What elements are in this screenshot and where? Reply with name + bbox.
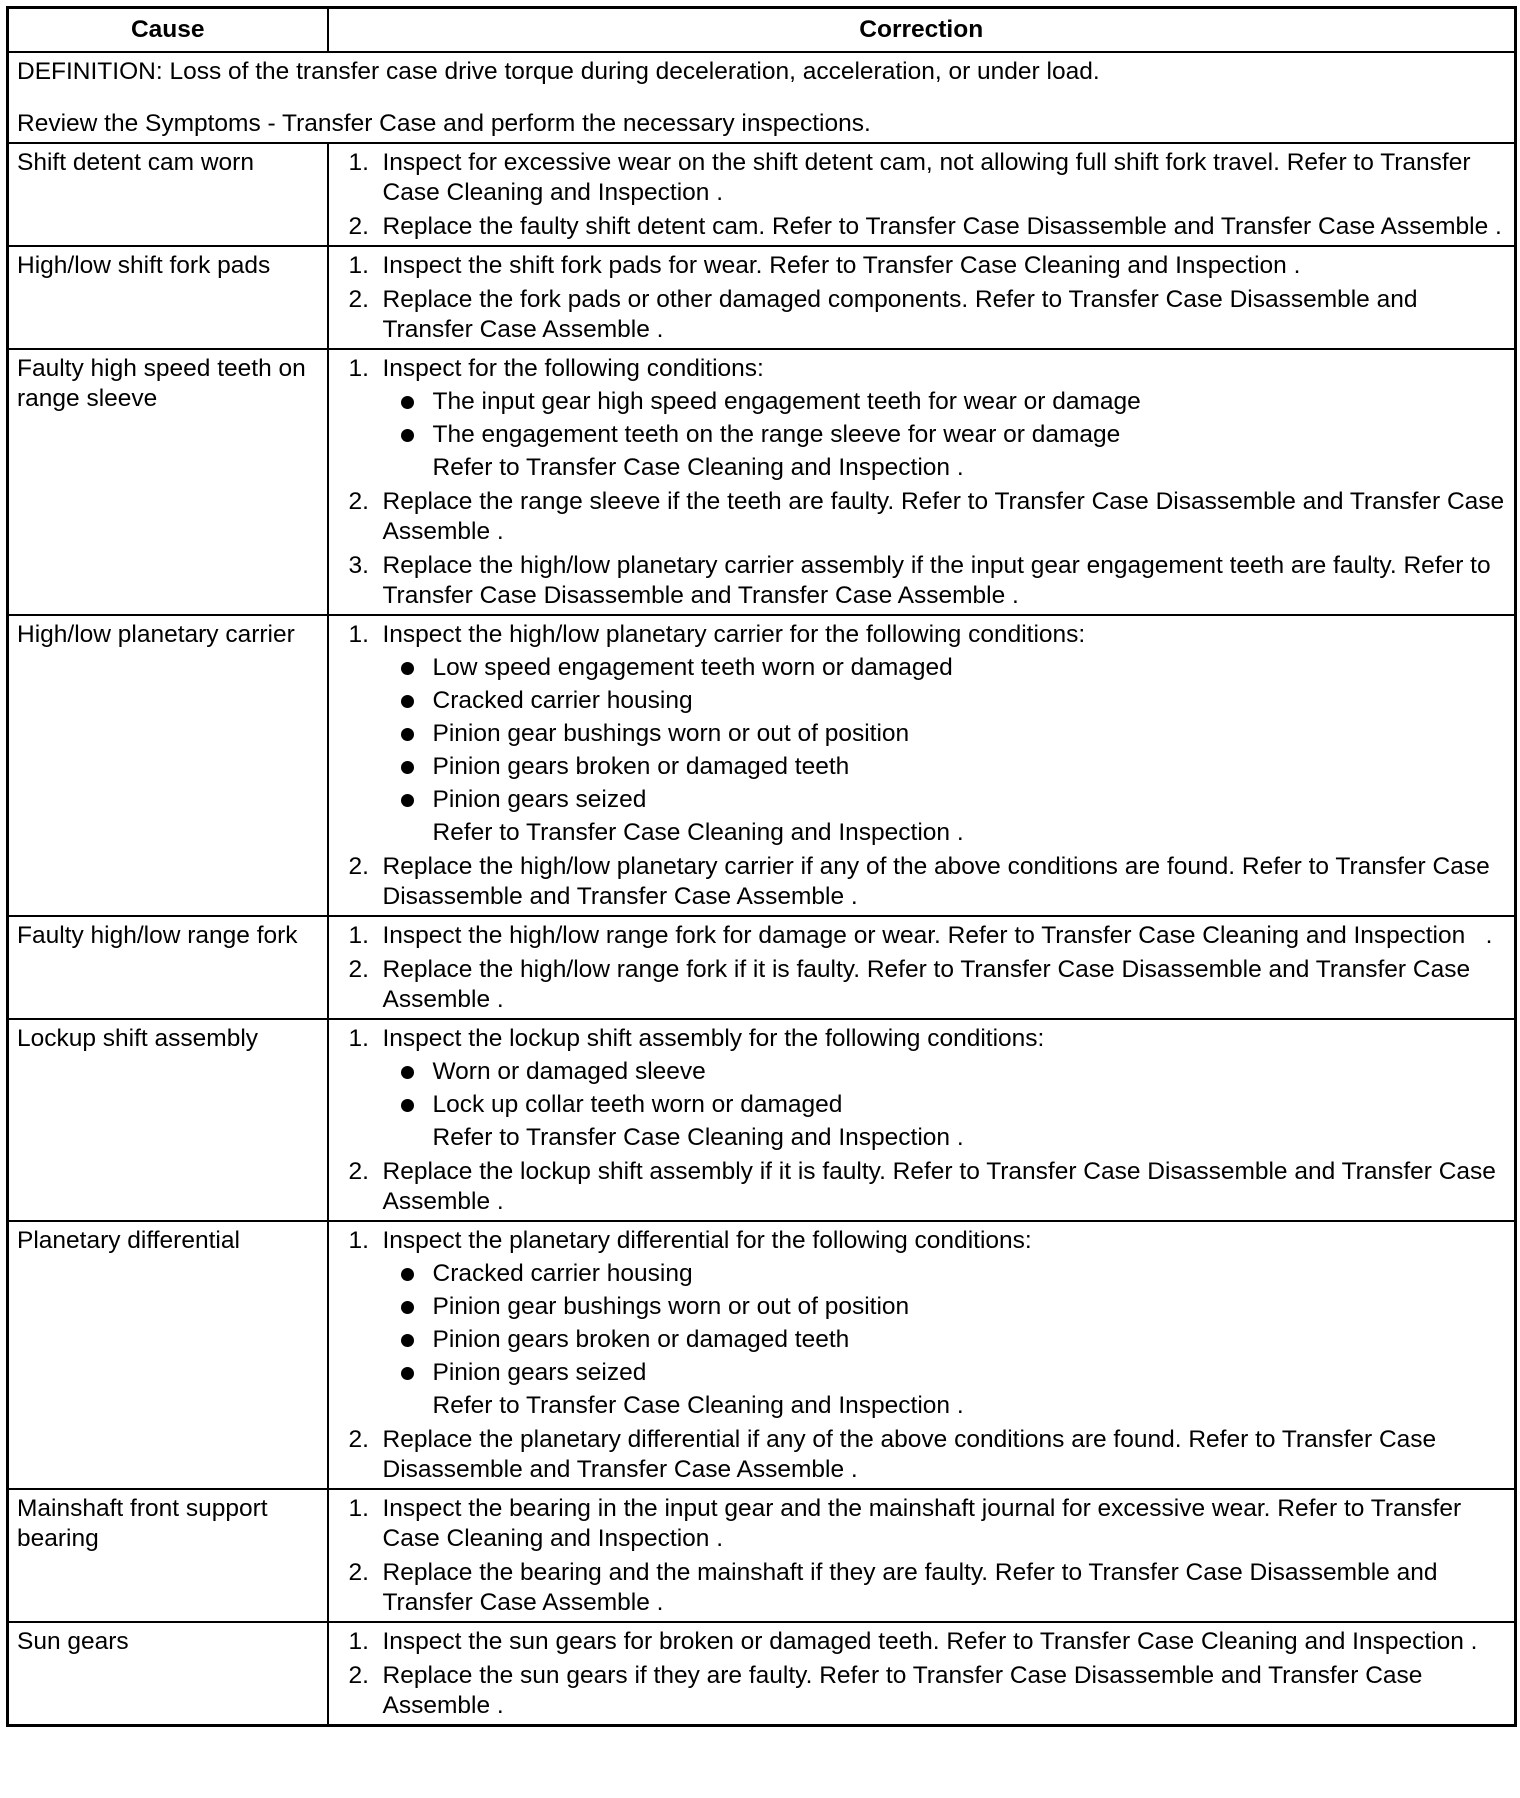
correction-step — [337, 148, 1507, 208]
condition-item — [383, 719, 1507, 749]
condition-item — [383, 785, 1507, 815]
condition-item — [383, 1292, 1507, 1322]
step-number: 1. — [348, 355, 369, 382]
cause-cell: High/low planetary carrier — [8, 615, 328, 916]
table-row — [8, 1019, 1516, 1221]
definition-text: DEFINITION: Loss of the transfer case drive torque during deceleration, acceleration, or under load. — [17, 58, 1100, 85]
correction-cell — [328, 1622, 1516, 1726]
step-text: Replace the sun gears if they are faulty. Refer to Transfer Case Disassemble and Transfer Case Assemble . — [382, 1662, 1423, 1719]
bullet-icon — [401, 695, 414, 708]
step-number: 2. — [348, 1559, 369, 1586]
condition-list — [383, 653, 1507, 815]
step-number: 2. — [348, 488, 369, 515]
condition-item — [383, 1057, 1507, 1087]
condition-text: Worn or damaged sleeve — [432, 1058, 706, 1085]
correction-cell — [328, 916, 1516, 1019]
step-text: Inspect the sun gears for broken or damaged teeth. Refer to Transfer Case Cleaning and Inspection . — [382, 1628, 1478, 1655]
refer-text: Refer to Transfer Case Cleaning and Inspection . — [432, 819, 964, 846]
refer-text: Refer to Transfer Case Cleaning and Inspection . — [432, 454, 964, 481]
condition-text: Pinion gears seized — [432, 1359, 647, 1386]
bullet-icon — [401, 396, 414, 409]
correction-steps — [337, 1226, 1507, 1485]
step-number: 1. — [348, 621, 369, 648]
condition-item — [383, 1259, 1507, 1289]
correction-step — [337, 212, 1507, 242]
correction-steps — [337, 1494, 1507, 1618]
step-text: Replace the fork pads or other damaged components. Refer to Transfer Case Disassemble and Transfer Case Assemble . — [382, 286, 1418, 343]
cause-cell: Faulty high/low range fork — [8, 916, 328, 1019]
cause-cell: Faulty high speed teeth on range sleeve — [8, 349, 328, 615]
step-number: 3. — [348, 552, 369, 579]
refer-text: Refer to Transfer Case Cleaning and Inspection . — [432, 1124, 964, 1151]
condition-list — [383, 387, 1507, 450]
diagnostic-page — [6, 6, 1514, 1727]
correction-cell — [328, 1221, 1516, 1489]
step-number: 2. — [348, 1158, 369, 1185]
diagnostic-table — [6, 6, 1517, 1727]
step-number: 2. — [348, 213, 369, 240]
table-row — [8, 246, 1516, 349]
correction-cell — [328, 349, 1516, 615]
condition-item — [383, 653, 1507, 683]
table-row — [8, 349, 1516, 615]
step-text: Replace the high/low planetary carrier assembly if the input gear engagement teeth are faulty. Refer to Transfer Case Disassemble and Transfer Case Assemble . — [382, 552, 1491, 609]
condition-text: The input gear high speed engagement teeth for wear or damage — [432, 388, 1141, 415]
definition-cell — [8, 52, 1516, 143]
condition-text: Low speed engagement teeth worn or damaged — [432, 654, 953, 681]
correction-step — [337, 1558, 1507, 1618]
correction-step — [337, 1627, 1507, 1657]
correction-step — [337, 354, 1507, 483]
condition-list — [383, 1057, 1507, 1120]
bullet-icon — [401, 662, 414, 675]
bullet-icon — [401, 1099, 414, 1112]
step-text: Replace the bearing and the mainshaft if they are faulty. Refer to Transfer Case Disassemble and Transfer Case Assemble . — [382, 1559, 1438, 1616]
cause-cell: High/low shift fork pads — [8, 246, 328, 349]
bullet-icon — [401, 1367, 414, 1380]
correction-steps — [337, 148, 1507, 242]
correction-cell — [328, 1019, 1516, 1221]
correction-cell — [328, 246, 1516, 349]
correction-steps — [337, 251, 1507, 345]
cause-cell: Mainshaft front support bearing — [8, 1489, 328, 1622]
table-row — [8, 143, 1516, 246]
bullet-icon — [401, 1301, 414, 1314]
correction-step — [337, 1157, 1507, 1217]
condition-item — [383, 420, 1507, 450]
correction-cell — [328, 615, 1516, 916]
condition-item — [383, 387, 1507, 417]
correction-step — [337, 551, 1507, 611]
bullet-icon — [401, 728, 414, 741]
step-text: Replace the planetary differential if any of the above conditions are found. Refer to Transfer Case Disassemble and Transfer Case Assemble . — [382, 1426, 1437, 1483]
step-text: Inspect the shift fork pads for wear. Refer to Transfer Case Cleaning and Inspection . — [382, 252, 1301, 279]
step-number: 2. — [348, 1662, 369, 1689]
condition-text: Pinion gear bushings worn or out of position — [432, 1293, 910, 1320]
bullet-icon — [401, 794, 414, 807]
correction-steps — [337, 1627, 1507, 1721]
step-text: Replace the lockup shift assembly if it is faulty. Refer to Transfer Case Disassemble and Transfer Case Assemble . — [382, 1158, 1496, 1215]
condition-text: Cracked carrier housing — [432, 1260, 693, 1287]
cause-cell: Planetary differential — [8, 1221, 328, 1489]
step-number: 1. — [348, 1025, 369, 1052]
step-text: Inspect the lockup shift assembly for the following conditions: — [382, 1025, 1045, 1052]
step-number: 2. — [348, 286, 369, 313]
condition-item — [383, 1358, 1507, 1388]
bullet-icon — [401, 1334, 414, 1347]
cause-column-header: Cause — [8, 8, 328, 53]
step-text: Inspect for the following conditions: — [382, 355, 764, 382]
condition-text: Pinion gears broken or damaged teeth — [432, 1326, 850, 1353]
condition-list — [383, 1259, 1507, 1388]
table-row — [8, 615, 1516, 916]
correction-step — [337, 1425, 1507, 1485]
step-number: 1. — [348, 149, 369, 176]
correction-cell — [328, 1489, 1516, 1622]
condition-text: Pinion gear bushings worn or out of position — [432, 720, 910, 747]
correction-step — [337, 1226, 1507, 1421]
step-text: Inspect the high/low planetary carrier for the following conditions: — [382, 621, 1086, 648]
correction-step — [337, 1024, 1507, 1153]
correction-step — [337, 620, 1507, 848]
review-text: Review the Symptoms - Transfer Case and perform the necessary inspections. — [17, 110, 871, 137]
table-row — [8, 1221, 1516, 1489]
step-number: 1. — [348, 1628, 369, 1655]
step-number: 1. — [348, 252, 369, 279]
step-number: 2. — [348, 853, 369, 880]
bullet-icon — [401, 761, 414, 774]
step-text: Inspect the high/low range fork for damage or wear. Refer to Transfer Case Cleaning and Inspection . — [382, 922, 1493, 949]
definition-row — [8, 52, 1516, 143]
condition-text: Cracked carrier housing — [432, 687, 693, 714]
condition-item — [383, 686, 1507, 716]
condition-item — [383, 752, 1507, 782]
bullet-icon — [401, 429, 414, 442]
step-text: Inspect the bearing in the input gear and the mainshaft journal for excessive wear. Refer to Transfer Case Cleaning and Inspection . — [382, 1495, 1462, 1552]
cause-cell: Lockup shift assembly — [8, 1019, 328, 1221]
cause-cell: Shift detent cam worn — [8, 143, 328, 246]
step-text: Replace the high/low planetary carrier if any of the above conditions are found. Refer to Transfer Case Disassemble and Transfer Case Assemble . — [382, 853, 1490, 910]
step-text: Replace the range sleeve if the teeth are faulty. Refer to Transfer Case Disassemble and Transfer Case Assemble . — [382, 488, 1505, 545]
correction-step — [337, 852, 1507, 912]
step-text: Inspect for excessive wear on the shift detent cam, not allowing full shift fork travel. Refer to Transfer Case Cleaning and Inspection . — [382, 149, 1471, 206]
step-number: 2. — [348, 956, 369, 983]
correction-column-header: Correction — [328, 8, 1516, 53]
step-number: 1. — [348, 1495, 369, 1522]
step-number: 1. — [348, 1227, 369, 1254]
condition-text: The engagement teeth on the range sleeve for wear or damage — [432, 421, 1121, 448]
correction-steps — [337, 620, 1507, 912]
correction-step — [337, 487, 1507, 547]
correction-step — [337, 1494, 1507, 1554]
condition-text: Lock up collar teeth worn or damaged — [432, 1091, 843, 1118]
cause-cell: Sun gears — [8, 1622, 328, 1726]
step-text: Inspect the planetary differential for the following conditions: — [382, 1227, 1032, 1254]
correction-step — [337, 921, 1507, 951]
correction-step — [337, 955, 1507, 1015]
correction-step — [337, 285, 1507, 345]
correction-steps — [337, 1024, 1507, 1217]
header-row — [8, 8, 1516, 53]
table-row — [8, 1622, 1516, 1726]
bullet-icon — [401, 1066, 414, 1079]
condition-item — [383, 1090, 1507, 1120]
correction-cell — [328, 143, 1516, 246]
table-row — [8, 1489, 1516, 1622]
correction-steps — [337, 354, 1507, 611]
correction-step — [337, 1661, 1507, 1721]
condition-text: Pinion gears seized — [432, 786, 647, 813]
bullet-icon — [401, 1268, 414, 1281]
step-number: 2. — [348, 1426, 369, 1453]
correction-step — [337, 251, 1507, 281]
step-number: 1. — [348, 922, 369, 949]
condition-item — [383, 1325, 1507, 1355]
step-text: Replace the faulty shift detent cam. Refer to Transfer Case Disassemble and Transfer Case Assemble . — [382, 213, 1502, 240]
table-row — [8, 916, 1516, 1019]
correction-steps — [337, 921, 1507, 1015]
step-text: Replace the high/low range fork if it is faulty. Refer to Transfer Case Disassemble and Transfer Case Assemble . — [382, 956, 1471, 1013]
condition-text: Pinion gears broken or damaged teeth — [432, 753, 850, 780]
refer-text: Refer to Transfer Case Cleaning and Inspection . — [432, 1392, 964, 1419]
